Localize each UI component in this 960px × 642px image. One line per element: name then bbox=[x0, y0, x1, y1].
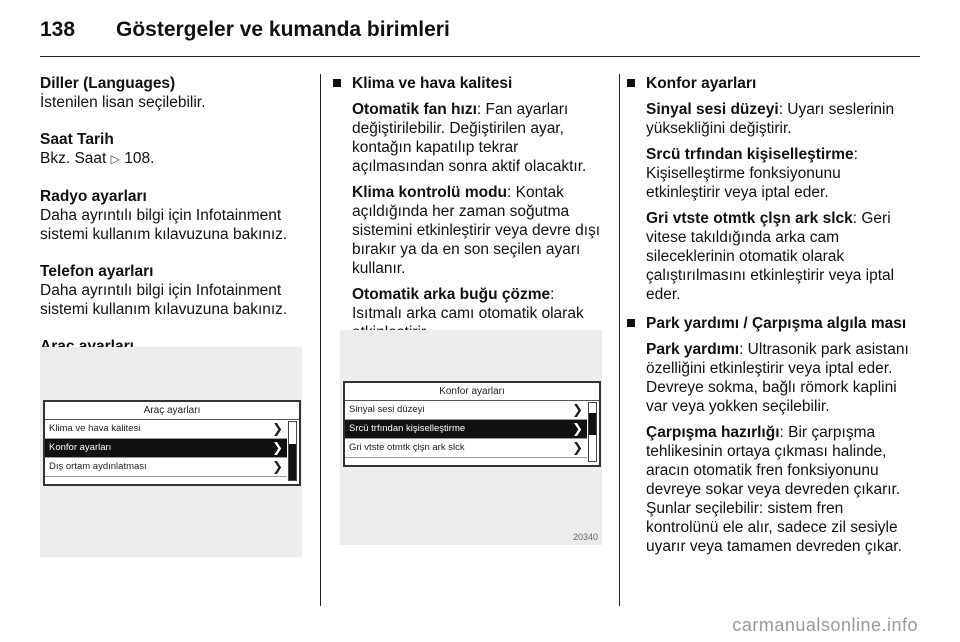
description: : Bir çarpışma tehlikesinin ortaya çıkması halinde, aracın otomatik fren fonksiyonunu devreye sokar veya devreden çıkarır. Şunlar seçilebilir: sistem fren kontrolünü ele alır, sadece zil sesiyle uyarır veya tamamen devreden çıkar. bbox=[646, 424, 902, 555]
menu-panel bbox=[43, 400, 301, 486]
chevron-right-icon: ❯ bbox=[272, 421, 283, 436]
paragraph bbox=[627, 100, 917, 138]
paragraph bbox=[627, 209, 917, 304]
paragraph bbox=[333, 100, 603, 176]
bullet-square-icon bbox=[333, 79, 341, 87]
page-title: Göstergeler ve kumanda birimleri bbox=[116, 18, 450, 41]
description: : Geri vitese takıldığında arka cam sileceklerinin otomatik olarak çalıştırılmasını etkinleştirir veya iptal eder. bbox=[646, 210, 895, 303]
menu-item-selected bbox=[45, 439, 287, 458]
menu-item bbox=[345, 439, 587, 458]
scrollbar-thumb bbox=[589, 413, 596, 435]
menu-title: Konfor ayarları bbox=[345, 383, 599, 401]
menu-item-selected bbox=[345, 420, 587, 439]
text-prefix: Bkz. Saat bbox=[40, 150, 107, 167]
column-3 bbox=[627, 74, 917, 556]
chevron-right-icon: ❯ bbox=[572, 440, 583, 455]
paragraph bbox=[627, 423, 917, 556]
image-number: 20340 bbox=[572, 532, 598, 542]
term: Gri vtste otmtk çlşn ark slck bbox=[646, 210, 853, 227]
section-text: İstenilen lisan seçilebilir. bbox=[40, 94, 206, 111]
scrollbar bbox=[588, 402, 597, 462]
bullet-heading: Park yardımı / Çarpışma algıla ması bbox=[627, 314, 917, 333]
column-divider bbox=[619, 74, 620, 606]
chevron-right-icon: ❯ bbox=[272, 459, 283, 474]
menu-item-label: Gri vtste otmtk çlşn ark slck bbox=[349, 442, 465, 453]
menu-item bbox=[45, 420, 287, 439]
cross-reference-arrow-icon: ▷ bbox=[110, 152, 120, 166]
section-text: Daha ayrıntılı bilgi için Infotainment sistemi kullanım kılavuzuna bakınız. bbox=[40, 282, 288, 318]
menu-title: Araç ayarları bbox=[45, 402, 299, 420]
column-1 bbox=[40, 74, 302, 374]
column-2 bbox=[333, 74, 603, 342]
section-phone bbox=[40, 262, 302, 319]
bullet-square-icon bbox=[627, 79, 635, 87]
menu-item bbox=[45, 458, 287, 477]
section-heading: Saat Tarih bbox=[40, 131, 114, 148]
term: Srcü trfından kişiselleştirme bbox=[646, 146, 854, 163]
term: Çarpışma hazırlığı bbox=[646, 424, 780, 441]
bullet-heading: Konfor ayarları bbox=[627, 74, 917, 93]
section-heading: Telefon ayarları bbox=[40, 263, 154, 280]
scrollbar bbox=[288, 421, 297, 481]
menu-item-label: Konfor ayarları bbox=[49, 442, 112, 453]
page-number: 138 bbox=[40, 18, 76, 41]
text-suffix: 108. bbox=[124, 150, 155, 167]
term: Park yardımı bbox=[646, 341, 740, 358]
term: Otomatik arka buğu çözme bbox=[352, 286, 551, 303]
description: : Kontak açıldığında her zaman soğutma sistemini etkinleştirir veya devre dışı bırakır ya da en son seçilen ayarı kullanır. bbox=[352, 184, 601, 277]
chevron-right-icon: ❯ bbox=[572, 421, 583, 436]
section-clock bbox=[40, 130, 302, 169]
description: : Ultrasonik park asistanı özelliğini etkinleştirir veya iptal eder. Devreye sokma, bağlı römork kaplini var veya yokken seçilebilir. bbox=[646, 341, 909, 415]
term: Otomatik fan hızı bbox=[352, 101, 477, 118]
bullet-square-icon bbox=[627, 319, 635, 327]
menu-item-label: Srcü trfından kişiselleştirme bbox=[349, 423, 466, 434]
description: : Isıtmalı arka camı otomatik olarak bbox=[352, 286, 584, 322]
menu-item-label: Dış ortam aydınlatması bbox=[49, 461, 147, 472]
bullet-heading: Klima ve hava kalitesi bbox=[333, 74, 603, 93]
section-heading: Radyo ayarları bbox=[40, 188, 147, 205]
watermark: carmanualsonline.info bbox=[732, 615, 918, 635]
screen-image-comfort-settings bbox=[340, 330, 602, 545]
screen-image-vehicle-settings bbox=[40, 347, 302, 557]
section-languages bbox=[40, 74, 302, 112]
section-heading: Diller (Languages) bbox=[40, 75, 176, 92]
chevron-right-icon: ❯ bbox=[272, 440, 283, 455]
section-radio bbox=[40, 187, 302, 244]
header-divider bbox=[40, 56, 920, 57]
paragraph bbox=[627, 340, 917, 416]
term: Klima kontrolü modu bbox=[352, 184, 507, 201]
menu-item bbox=[345, 401, 587, 420]
chevron-right-icon: ❯ bbox=[572, 402, 583, 417]
menu-item-label: Klima ve hava kalitesi bbox=[49, 423, 141, 434]
scrollbar-thumb bbox=[289, 444, 296, 480]
menu-item-label: Sinyal sesi düzeyi bbox=[349, 404, 425, 415]
section-text bbox=[40, 149, 302, 169]
paragraph bbox=[333, 183, 603, 278]
menu-panel bbox=[343, 381, 601, 467]
page-header bbox=[40, 18, 450, 42]
column-divider bbox=[320, 74, 321, 606]
paragraph bbox=[627, 145, 917, 202]
description: : Kişiselleştirme fonksiyonunu etkinleştirir veya iptal eder. bbox=[646, 146, 858, 201]
description: : Uyarı seslerinin yüksekliğini değiştirir. bbox=[646, 101, 895, 137]
term: Sinyal sesi düzeyi bbox=[646, 101, 779, 118]
description: : Fan ayarları değiştirilebilir. Değiştirilen ayar, kontağın kapatılıp tekrar açılmasından sonra aktif olacaktır. bbox=[352, 101, 587, 175]
section-text: Daha ayrıntılı bilgi için Infotainment sistemi kullanım kılavuzuna bakınız. bbox=[40, 207, 288, 243]
